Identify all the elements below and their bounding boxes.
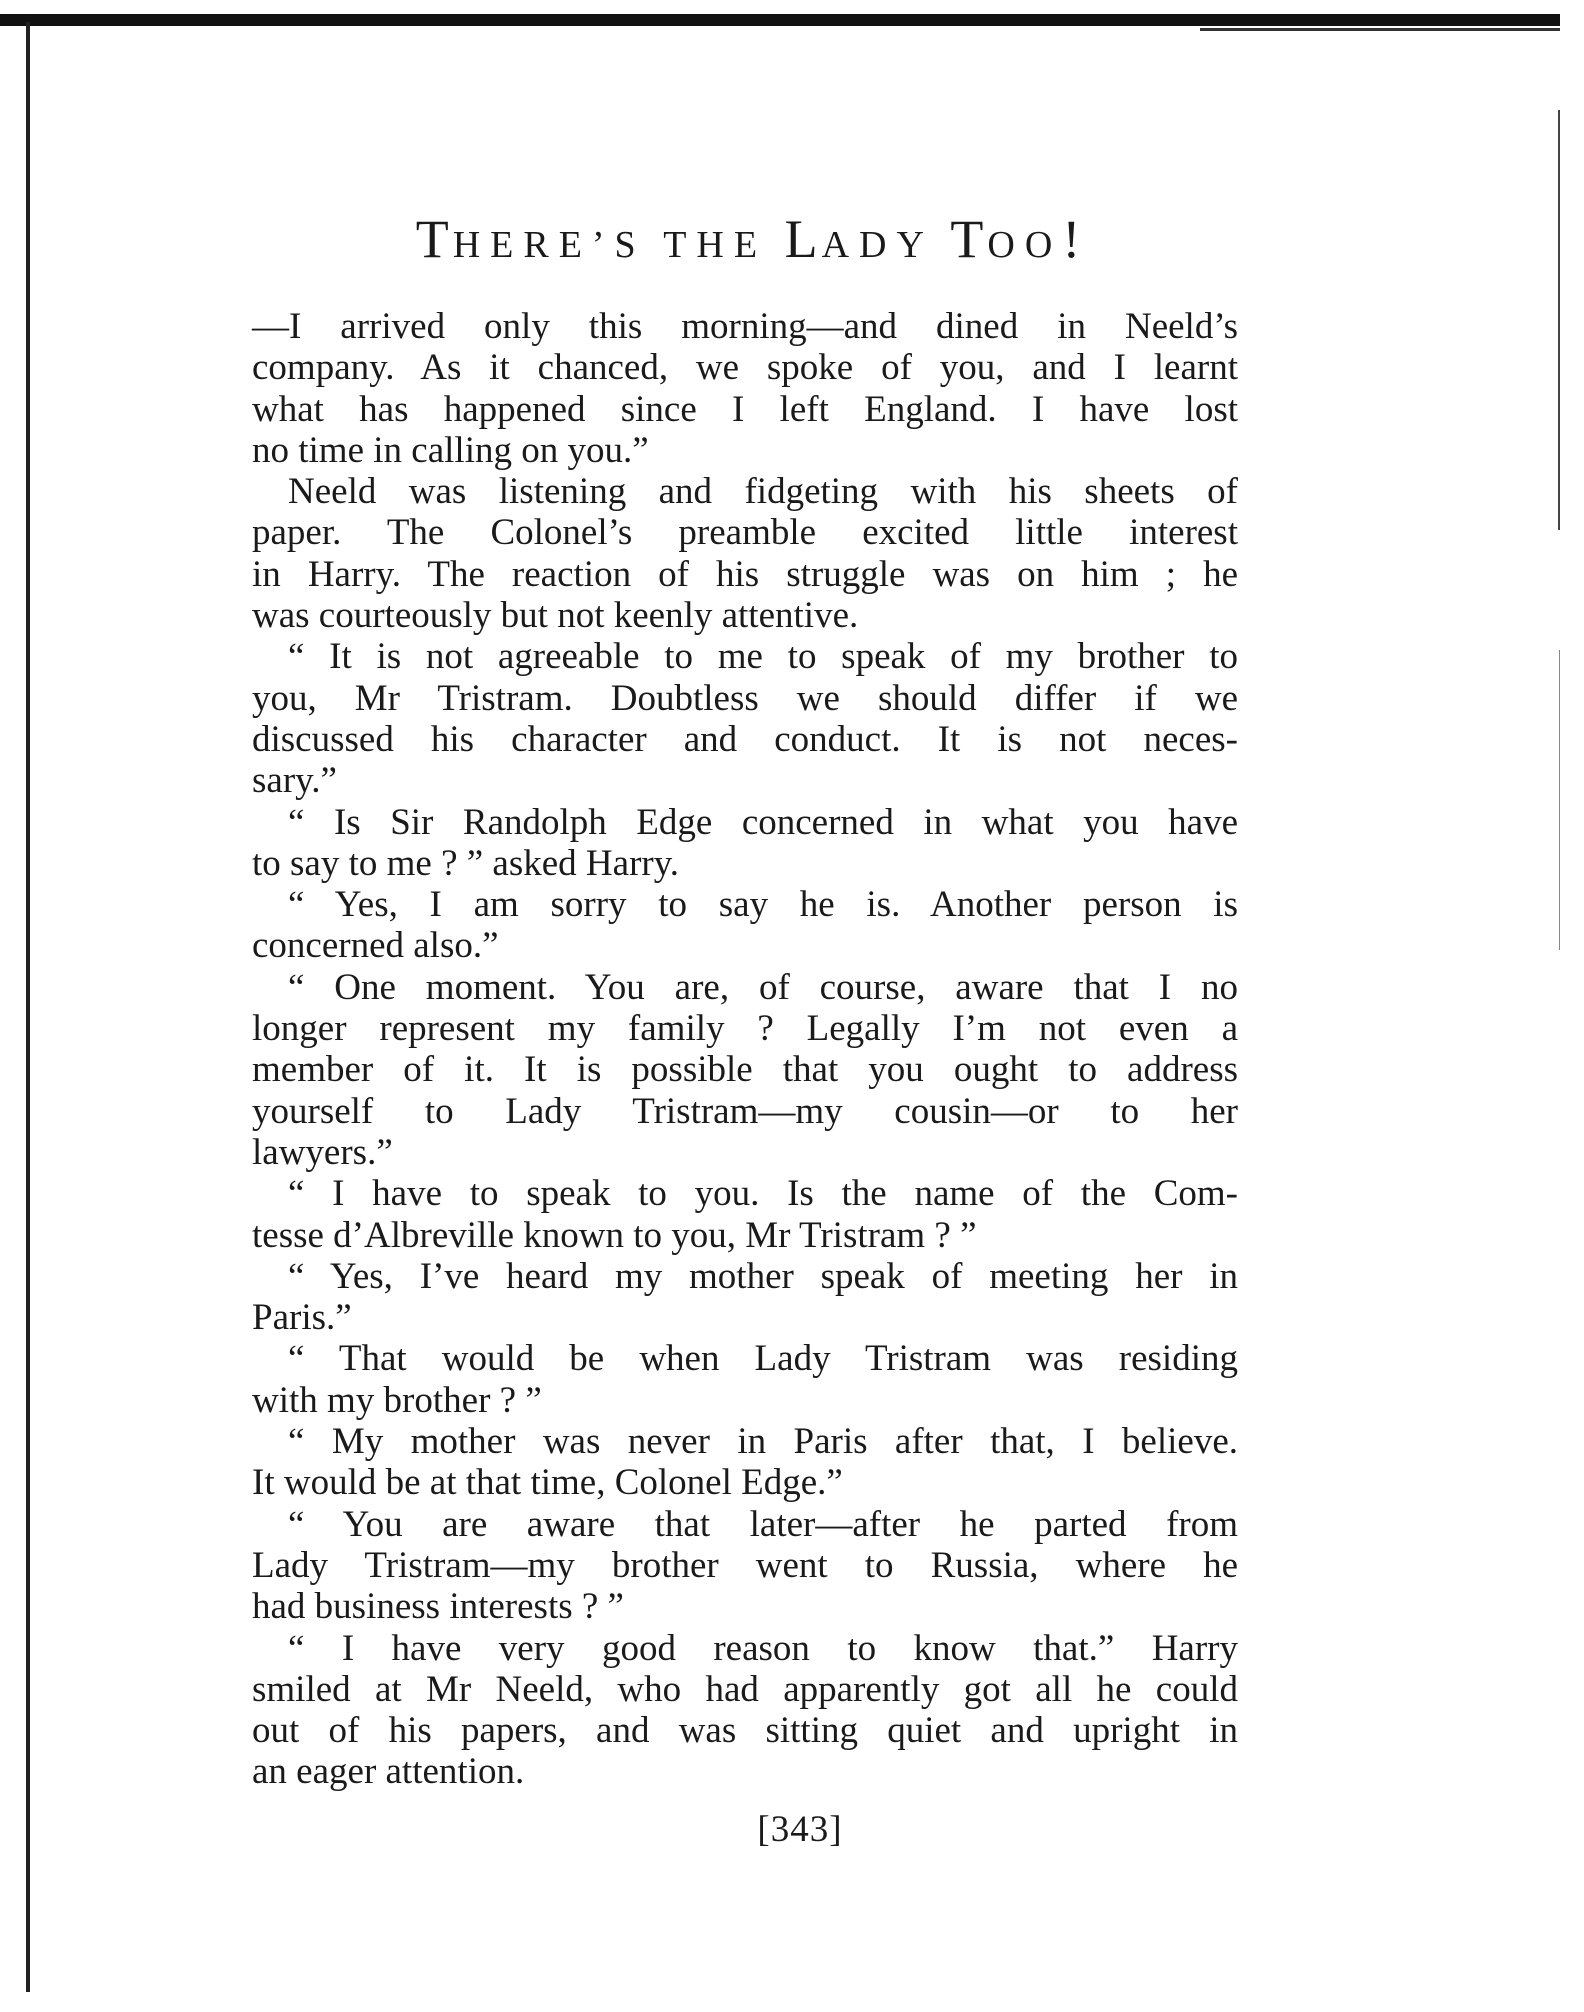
text-line: lawyers.”: [252, 1131, 393, 1173]
text-line: “ I have very good reason to know that.” Harry: [288, 1627, 1238, 1669]
text-line: company. As it chanced, we spoke of you, and I learnt: [252, 347, 1238, 389]
text-line: smiled at Mr Neeld, who had apparently got all he could: [252, 1668, 1238, 1710]
text-line: “ My mother was never in Paris after that, I believe.: [288, 1421, 1238, 1463]
body-text: [252, 306, 1238, 1793]
text-line: tesse d’Albreville known to you, Mr Tristram ? ”: [252, 1214, 977, 1256]
text-line: “ That would be when Lady Tristram was residing: [288, 1338, 1238, 1380]
text-line: was courteously but not keenly attentive.: [252, 595, 859, 637]
text-line: concerned also.”: [252, 925, 499, 967]
text-line: in Harry. The reaction of his struggle was on him ; he: [252, 553, 1238, 595]
text-line: discussed his character and conduct. It is not neces-: [252, 718, 1238, 760]
running-head-word-3: ADY: [821, 224, 934, 266]
text-line: out of his papers, and was sitting quiet and upright in: [252, 1710, 1238, 1752]
text-line: member of it. It is possible that you ought to address: [252, 1049, 1238, 1091]
text-line: had business interests ? ”: [252, 1586, 624, 1628]
scan-top-rule-thin: [1200, 28, 1560, 31]
text-line: “ Yes, I’ve heard my mother speak of meeting her in: [288, 1255, 1238, 1297]
text-line: to say to me ? ” asked Harry.: [252, 842, 680, 884]
text-line: It would be at that time, Colonel Edge.”: [252, 1462, 843, 1504]
running-head-word-1: HERE’S: [452, 224, 646, 266]
text-line: —I arrived only this morning—and dined in Neeld’s: [252, 306, 1238, 347]
text-line: Lady Tristram—my brother went to Russia, where he: [252, 1544, 1238, 1586]
text-line: what has happened since I left England. I have lost: [252, 388, 1238, 430]
running-head-cap-4: T: [950, 209, 988, 269]
text-line: sary.”: [252, 760, 337, 802]
text-line: paper. The Colonel’s preamble excited little interest: [252, 512, 1238, 554]
text-line: no time in calling on you.”: [252, 429, 649, 471]
running-head-cap-1: T: [415, 209, 453, 269]
scan-top-rule: [0, 14, 1560, 26]
text-line: yourself to Lady Tristram—my cousin—or to her: [252, 1090, 1238, 1132]
text-line: “ One moment. You are, of course, aware that I no: [288, 966, 1238, 1008]
running-head-word-4: OO: [987, 224, 1063, 266]
scan-right-edge-lower: [1559, 650, 1560, 950]
text-line: “ You are aware that later—after he parted from: [288, 1503, 1238, 1545]
text-line: “ Is Sir Randolph Edge concerned in what you have: [288, 801, 1238, 843]
page-number: [343]: [757, 1809, 843, 1850]
scan-left-edge: [26, 22, 30, 1992]
running-head-mark: !: [1062, 209, 1085, 269]
text-line: with my brother ? ”: [252, 1379, 542, 1421]
running-head-word-2: THE: [663, 224, 768, 266]
text-line: an eager attention.: [252, 1751, 525, 1793]
text-line: Neeld was listening and fidgeting with his sheets of: [288, 471, 1238, 513]
text-line: “ I have to speak to you. Is the name of the Com-: [288, 1173, 1238, 1215]
text-line: longer represent my family ? Legally I’m not even a: [252, 1008, 1238, 1050]
text-line: you, Mr Tristram. Doubtless we should differ if we: [252, 677, 1238, 719]
running-head: [250, 208, 1250, 270]
text-line: Paris.”: [252, 1297, 352, 1339]
text-line: “ It is not agreeable to me to speak of my brother to: [288, 636, 1238, 678]
text-line: “ Yes, I am sorry to say he is. Another person is: [288, 884, 1238, 926]
running-head-cap-3: L: [784, 209, 822, 269]
scan-right-edge: [1558, 110, 1560, 530]
